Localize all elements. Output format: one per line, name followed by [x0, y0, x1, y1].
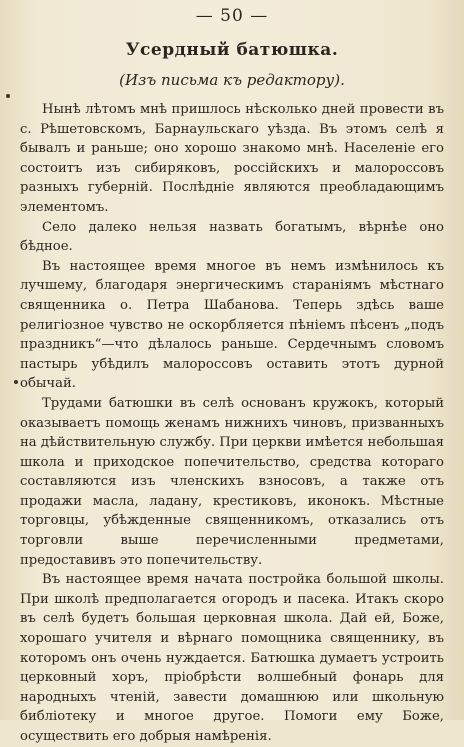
article-body	[20, 100, 444, 747]
paragraph: Село далеко нельзя назвать богатымъ, вѣрнѣе оно бѣдное.	[20, 219, 444, 255]
paragraph: Въ настоящее время начата постройка большой школы. При школѣ предполагается огородъ и пасека. Итакъ скоро въ селѣ будетъ большая церковная школа. Дай ей, Боже, хорошаго учителя и вѣрнаго помощника священнику, въ которомъ онъ очень нуждается. Батюшка думаетъ устроить церковный хоръ, пріобрѣсти волшебный фонарь для народныхъ чтеній, завести домашнюю или школьную библіотеку и многое другое. Помоги ему Боже, осуществить его добрыя намѣренія.	[20, 572, 444, 744]
ink-spot	[6, 94, 10, 98]
article-subtitle: (Изъ письма къ редактору).	[119, 71, 345, 89]
paragraph: Въ настоящее время многое въ немъ измѣнилось къ лучшему, благодаря энергическимъ стараніямъ мѣстнаго священника о. Петра Шабанова. Теперь здѣсь ваше религіозное чувство не оскорбляется пѣніемъ пѣсенъ „подъ праздникъ“—что дѣлалось раньше. Сердечнымъ словомъ пастырь убѣдилъ малороссовъ оставить этотъ дурной обычай.	[20, 258, 444, 392]
article-title: Усердный батюшка.	[125, 40, 339, 60]
paragraph: Трудами батюшки въ селѣ основанъ кружокъ, который оказываетъ помощь женамъ нижнихъ чиновъ, призванныхъ на дѣйствительную службу. При церкви имѣется небольшая школа и приходское попечительство, средства котораго составляются изъ членскихъ взносовъ, а также отъ продажи масла, ладану, крестиковъ, иконокъ. Мѣстные торговцы, убѣжденные священникомъ, отказались отъ торговли выше перечисленными предметами, предоставивъ это попечительству.	[20, 395, 444, 568]
ink-spot	[14, 380, 18, 384]
page-number: — 50 —	[195, 6, 269, 26]
paragraph: Нынѣ лѣтомъ мнѣ пришлось нѣсколько дней провести въ с. Рѣшетовскомъ, Барнаульскаго уѣзда. Въ этомъ селѣ я бывалъ и раньше; оно хорошо знакомо мнѣ. Населеніе его состоитъ изъ сибиряковъ, россійскихъ и малороссовъ разныхъ губерній. Послѣдніе являются преобладающимъ элементомъ.	[20, 102, 444, 215]
